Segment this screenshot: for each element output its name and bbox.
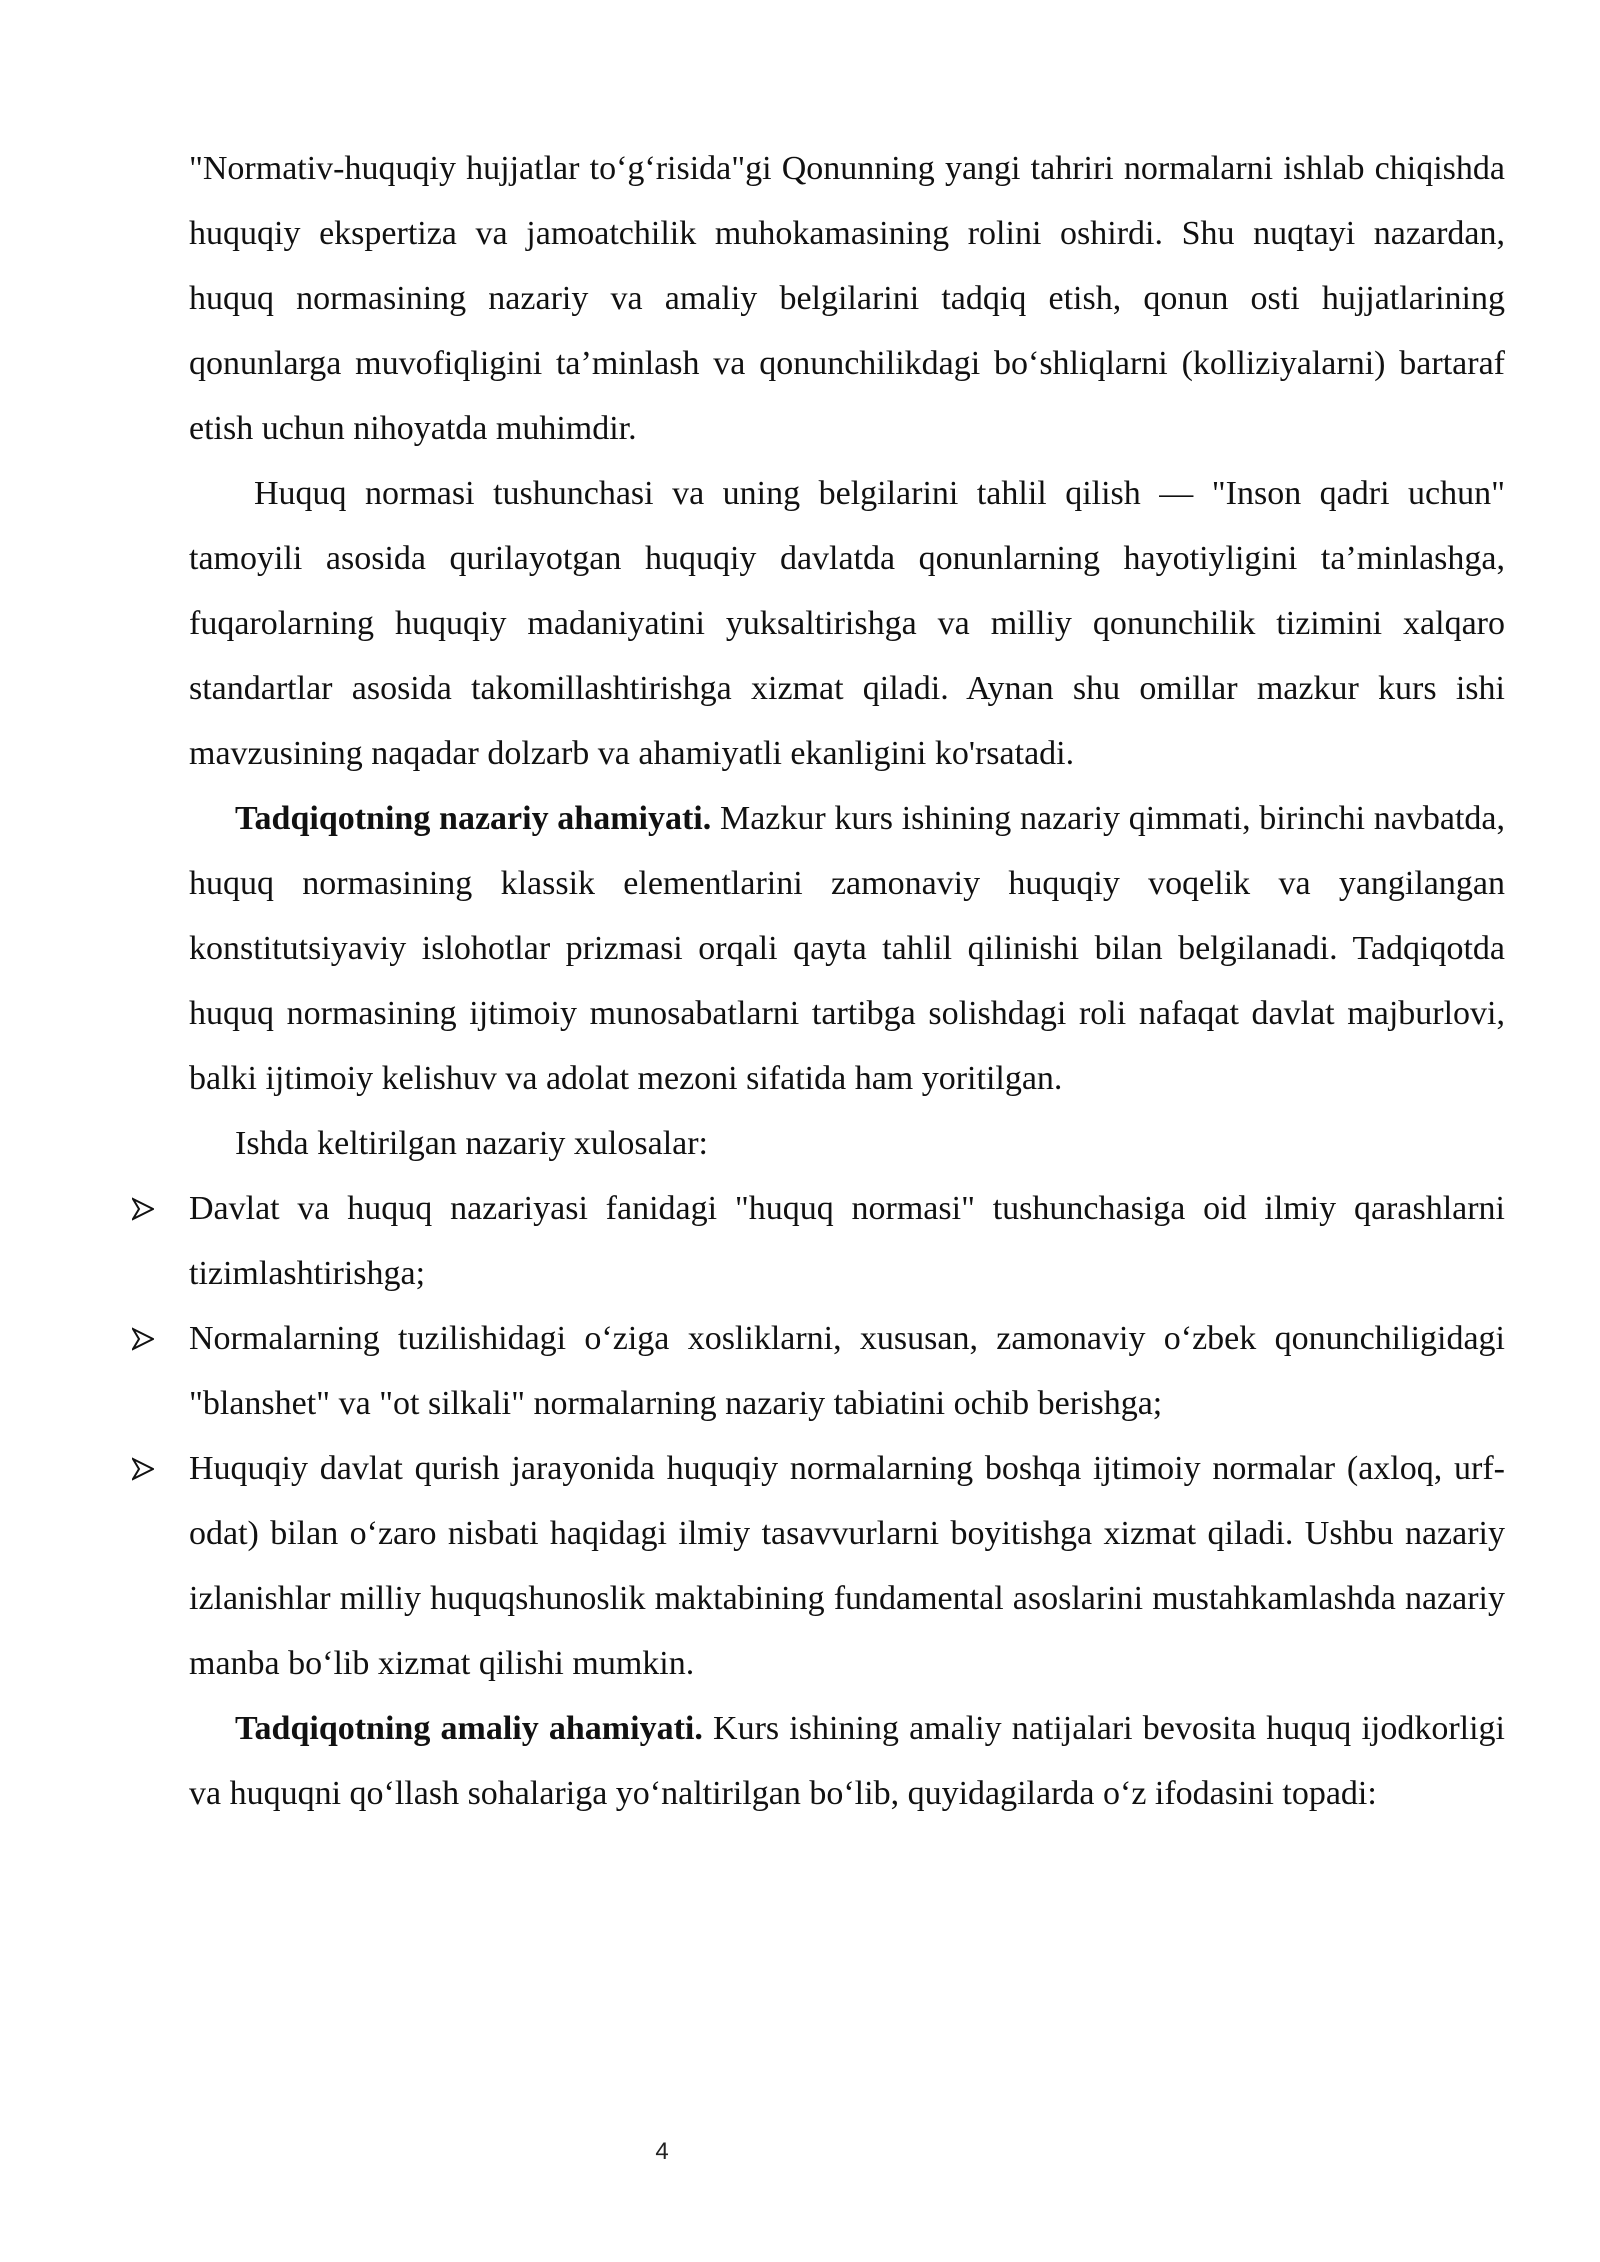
heading-theoretical-significance: Tadqiqotning nazariy ahamiyati. <box>235 800 712 837</box>
page-content <box>189 136 1505 1826</box>
paragraph-conclusions-intro: Ishda keltirilgan nazariy xulosalar: <box>235 1125 708 1162</box>
list-item-text: Normalarning tuzilishidagi o‘ziga xosliklarni, xususan, zamonaviy o‘zbek qonunchiligidagi "blanshet" va "ot silkali" normalarning nazariy tabiatini ochib berishga; <box>189 1320 1505 1422</box>
list-item <box>189 1436 1505 1696</box>
list-item <box>189 1176 1505 1306</box>
paragraph-relevance: Huquq normasi tushunchasi va uning belgilarini tahlil qilish — "Inson qadri uchun" tamoyili asosida qurilayotgan huquqiy davlatda qonunlarning hayotiyligini ta’minlashga, fuqarolarning huquqiy madaniyatini yuksaltirishga va milliy qonunchilik tizimini xalqaro standartlar asosida takomillashtirishga xizmat qiladi. Aynan shu omillar mazkur kurs ishi mavzusining naqadar dolzarb va ahamiyatli ekanligini ko'rsatadi. <box>189 475 1505 772</box>
arrowhead-bullet-icon <box>132 1176 162 1241</box>
paragraph-practical-significance <box>189 1696 1505 1826</box>
heading-practical-significance: Tadqiqotning amaliy ahamiyati. <box>235 1710 703 1747</box>
list-item-text: Huquqiy davlat qurish jarayonida huquqiy normalarning boshqa ijtimoiy normalar (axloq, urf-odat) bilan o‘zaro nisbati haqidagi ilmiy tasavvurlarni boyitishga xizmat qiladi. Ushbu nazariy izlanishlar milliy huquqshunoslik maktabining fundamental asoslarini mustahkamlashda nazariy manba bo‘lib xizmat qilishi mumkin. <box>189 1450 1505 1682</box>
text-practical-significance: Kurs ishining amaliy natijalari bevosita huquq ijodkorligi va huquqni qo‘llash sohalariga yo‘naltirilgan bo‘lib, quyidagilarda o‘z ifodasini topadi: <box>189 1710 1505 1812</box>
list-item <box>189 1306 1505 1436</box>
text-theoretical-significance: Mazkur kurs ishining nazariy qimmati, birinchi navbatda, huquq normasining klassik elementlarini zamonaviy huquqiy voqelik va yangilangan konstitutsiyaviy islohotlar prizmasi orqali qayta tahlil qilinishi bilan belgilanadi. Tadqiqotda huquq normasining ijtimoiy munosabatlarni tartibga solishdagi roli nafaqat davlat majburlovi, balki ijtimoiy kelishuv va adolat mezoni sifatida ham yoritilgan. <box>189 800 1505 1097</box>
paragraph-theoretical-significance <box>189 786 1505 1111</box>
paragraph-intro: "Normativ-huquqiy hujjatlar to‘g‘risida"gi Qonunning yangi tahriri normalarni ishlab chiqishda huquqiy ekspertiza va jamoatchilik muhokamasining rolini oshirdi. Shu nuqtayi nazardan, huquq normasining nazariy va amaliy belgilarini tadqiq etish, qonun osti hujjatlarining qonunlarga muvofiqligini ta’minlash va qonunchilikdagi bo‘shliqlarni (kolliziyalarni) bartaraf etish uchun nihoyatda muhimdir. <box>189 150 1505 447</box>
arrowhead-bullet-icon <box>132 1306 162 1371</box>
list-item-text: Davlat va huquq nazariyasi fanidagi "huquq normasi" tushunchasiga oid ilmiy qarashlarni tizimlashtirishga; <box>189 1190 1505 1292</box>
arrowhead-bullet-icon <box>132 1436 162 1501</box>
page-number: 4 <box>655 2138 669 2165</box>
conclusions-list <box>189 1176 1505 1696</box>
